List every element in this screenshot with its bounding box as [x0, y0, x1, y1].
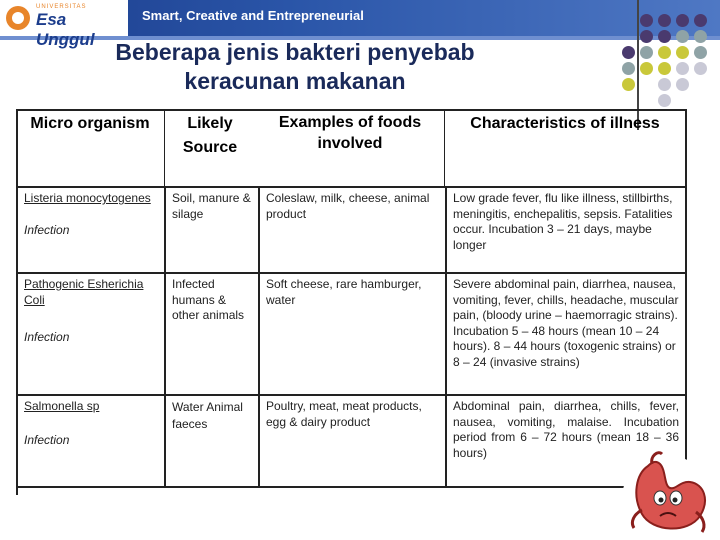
foods-cell: Coleslaw, milk, cheese, animal product [259, 187, 446, 273]
organism-cell [17, 273, 165, 395]
university-logo [0, 0, 128, 49]
decorative-dot [640, 30, 653, 43]
illness-cell: Low grade fever, flu like illness, stillbirths, meningitis, enchepalitis, sepsis. Fatalities occur. Incubation 3 – 21 days, maybe longer [446, 187, 686, 273]
bacteria-table [16, 186, 687, 488]
decorative-dot [658, 78, 671, 91]
decorative-dot [694, 30, 707, 43]
decorative-dot [658, 46, 671, 59]
decorative-dot [622, 62, 635, 75]
organism-name: Pathogenic Esherichia Coli [24, 277, 144, 307]
logo-text: Esa Unggul [36, 10, 95, 49]
decorative-dot [676, 14, 689, 27]
decorative-dot [694, 46, 707, 59]
decorative-dot [622, 78, 635, 91]
header-separator [164, 111, 165, 186]
column-header-illness: Characteristics of illness [470, 115, 660, 132]
foods-cell: Poultry, meat, meat products, egg & dairy product [259, 395, 446, 487]
decorative-dot [676, 78, 689, 91]
tagline: Smart, Creative and Entrepreneurial [142, 8, 364, 23]
decorative-dot [676, 30, 689, 43]
header-separator [444, 111, 445, 186]
decorative-dot [658, 62, 671, 75]
organism-cell [17, 187, 165, 273]
organism-type: Infection [24, 222, 70, 237]
logo-emblem-icon [6, 6, 30, 30]
table-row [17, 187, 686, 273]
organism-cell [17, 395, 165, 487]
table-row [17, 273, 686, 395]
decorative-dot [676, 46, 689, 59]
decorative-vertical-line [637, 0, 639, 130]
decorative-dot [694, 62, 707, 75]
decorative-dot [676, 62, 689, 75]
source-cell: Soil, manure & silage [165, 187, 259, 273]
decorative-dot [640, 62, 653, 75]
illness-cell: Abdominal pain, diarrhea, chills, fever, nausea, vomiting, malaise. Incubation period from 6 – 72 hours (mean 18 – 36 hours) [446, 395, 686, 487]
slide-title: Beberapa jenis bakteri penyebab keracunan makanan [115, 39, 475, 94]
organism-type: Infection [24, 330, 70, 344]
decorative-dot [658, 30, 671, 43]
organism-name: Salmonella sp [24, 399, 100, 413]
decorative-dot [658, 14, 671, 27]
decorative-dot [640, 46, 653, 59]
source-cell: Water Animal faeces [165, 395, 259, 487]
column-header-foods: Examples of foods involved [278, 114, 422, 152]
organism-type: Infection [24, 432, 70, 447]
foods-cell: Soft cheese, rare hamburger, water [259, 273, 446, 395]
table-row [17, 395, 686, 487]
decorative-dot [658, 94, 671, 107]
decorative-dot-grid [620, 12, 720, 112]
decorative-dot [694, 14, 707, 27]
column-header-source: Likely Source [182, 115, 238, 156]
organism-name: Listeria monocytogenes [24, 191, 151, 205]
source-cell: Infected humans & other animals [165, 273, 259, 395]
decorative-dot [622, 46, 635, 59]
sick-stomach-mascot-icon [618, 448, 720, 540]
decorative-dot [640, 14, 653, 27]
logo-caption: UNIVERSITAS [36, 4, 87, 10]
column-header-organism: Micro organism [30, 115, 150, 132]
illness-cell: Severe abdominal pain, diarrhea, nausea, vomiting, fever, chills, headache, muscular pain, (bloody urine – haemorragic strains). Incubation 5 – 48 hours (mean 10 – 24 hours). 8 – 44 hours (toxogenic strains) or 8 – 24 (invasive strains) [446, 273, 686, 395]
